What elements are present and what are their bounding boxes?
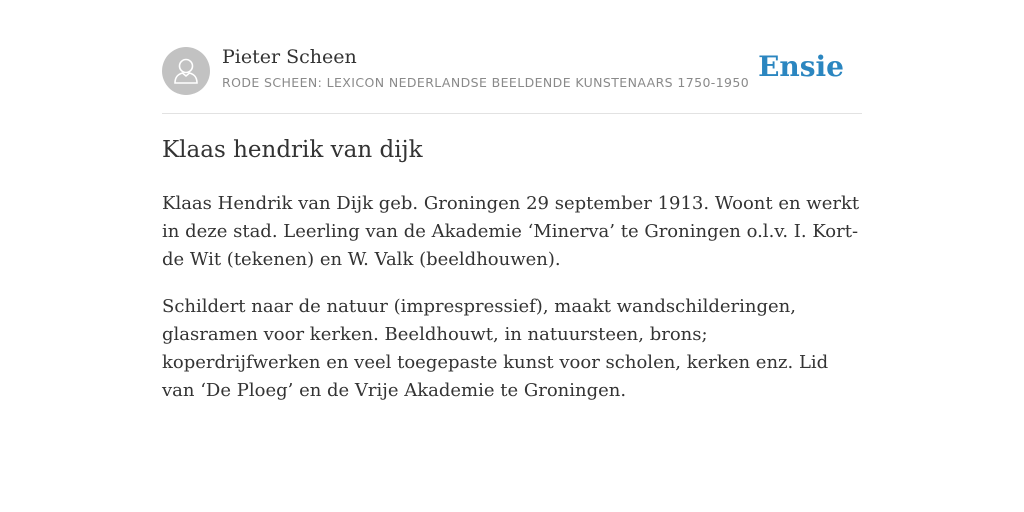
author-header [162,44,862,114]
author-name[interactable]: Pieter Scheen [222,46,357,68]
paragraph: Schildert naar de natuur (imprespressief), maakt wandschilderingen, glasramen voor kerken. Beeldhouwt, in natuursteen, brons; koperdrijfwerken en veel toegepaste kunst voor scholen, kerken enz. Lid van ‘De Ploeg’ en de Vrije Akademie te Groningen. [162,296,829,401]
paragraph: Klaas Hendrik van Dijk geb. Groningen 29 september 1913. Woont en werkt in deze stad. Leerling van de Akademie ‘Minerva’ te Groningen o.l.v. I. Kort-de Wit (tekenen) en W. Valk (beeldhouwen). [162,193,860,270]
article-body [162,190,862,424]
source-title[interactable]: RODE SCHEEN: LEXICON NEDERLANDSE BEELDENDE KUNSTENAARS 1750-1950 [222,75,750,90]
page-title: Klaas hendrik van dijk [162,137,423,163]
avatar[interactable] [162,47,210,95]
brand-logo[interactable]: Ensie [758,50,844,83]
user-icon [162,47,210,95]
